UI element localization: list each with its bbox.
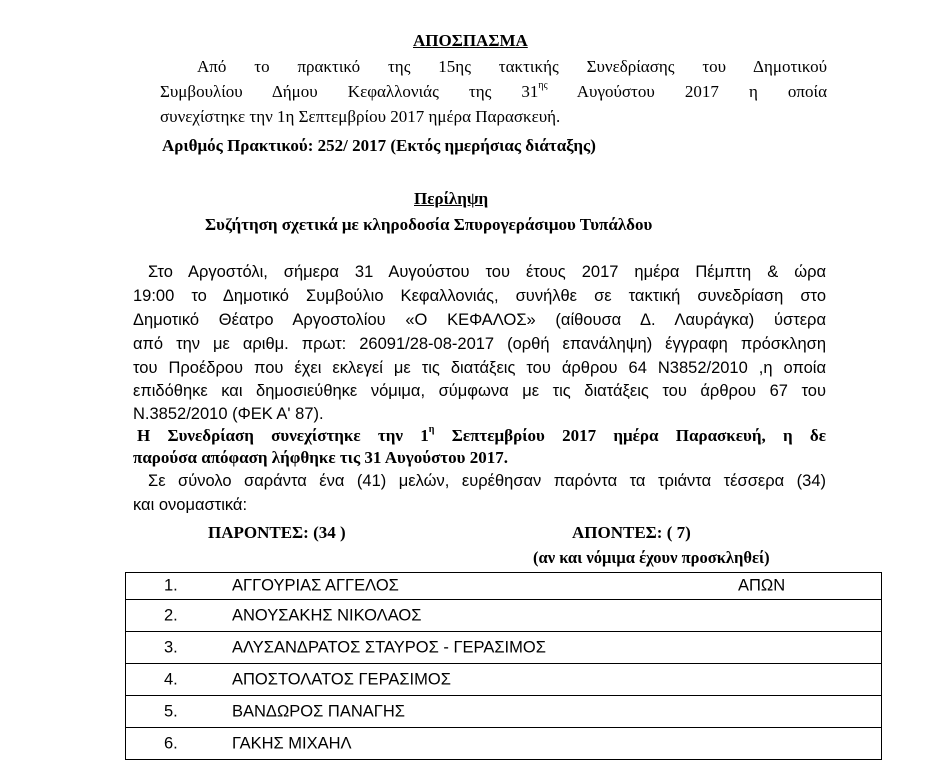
intro-line-2-part-b: Αυγούστου 2017 η οποία xyxy=(576,82,827,101)
member-number: 3. xyxy=(164,638,178,656)
member-cell-content xyxy=(126,573,881,599)
member-cell-content xyxy=(126,728,881,759)
member-number: 2. xyxy=(164,606,178,624)
member-name: ΑΠΟΣΤΟΛΑΤΟΣ ΓΕΡΑΣΙΜΟΣ xyxy=(232,670,451,688)
members-total-line-2: και ονομαστικά: xyxy=(133,496,248,514)
intro-line-2 xyxy=(160,81,827,103)
session-continued-part-b: Σεπτεμβρίου 2017 ημέρα Παρασκευή, η δε xyxy=(451,426,827,445)
member-row xyxy=(126,664,882,696)
summary-title: Περίληψη xyxy=(414,189,489,208)
member-name: ΑΓΓΟΥΡΙΑΣ ΑΓΓΕΛΟΣ xyxy=(232,576,399,595)
session-continued-line-1 xyxy=(137,425,826,447)
present-label: ΠΑΡΟΝΤΕΣ: (34 ) xyxy=(208,523,346,542)
member-status: ΑΠΩΝ xyxy=(738,576,786,595)
body-line-2: 19:00 το Δημοτικό Συμβούλιο Κεφαλλονιάς, συνήλθε σε τακτική συνεδρίαση στο xyxy=(133,287,826,305)
member-row xyxy=(126,696,882,728)
member-name: ΒΑΝΔΩΡΟΣ ΠΑΝΑΓΗΣ xyxy=(232,702,405,720)
member-number: 5. xyxy=(164,702,178,720)
intro-line-3: συνεχίστηκε την 1η Σεπτεμβρίου 2017 ημέρα Παρασκευή. xyxy=(160,107,561,126)
member-name: ΑΝΟΥΣΑΚΗΣ ΝΙΚΟΛΑΟΣ xyxy=(232,606,422,624)
record-number xyxy=(162,135,596,157)
intro-line-2-sup: ης xyxy=(538,80,548,92)
member-cell xyxy=(126,632,882,664)
absent-note: (αν και νόμιμα έχουν προσκληθεί) xyxy=(533,548,770,567)
member-number: 4. xyxy=(164,670,178,688)
session-continued-sup: η xyxy=(428,424,435,436)
body-line-4: από την με αριθμ. πρωτ: 26091/28-08-2017 (ορθή επανάληψη) έγγραφη πρόσκληση xyxy=(133,335,826,353)
member-cell xyxy=(126,573,882,600)
member-number: 1. xyxy=(164,576,178,595)
members-table-body xyxy=(126,573,882,760)
intro-line-1: Από το πρακτικό της 15ης τακτικής Συνεδρίασης του Δημοτικού xyxy=(197,57,827,76)
body-line-1: Στο Αργοστόλι, σήμερα 31 Αυγούστου του έτους 2017 ημέρα Πέμπτη & ώρα xyxy=(148,263,826,281)
member-name: ΑΛΥΣΑΝΔΡΑΤΟΣ ΣΤΑΥΡΟΣ - ΓΕΡΑΣΙΜΟΣ xyxy=(232,638,546,656)
session-continued-line-2: παρούσα απόφαση λήφθηκε τις 31 Αυγούστου 2017. xyxy=(133,448,508,467)
document-heading: ΑΠΟΣΠΑΣΜΑ xyxy=(413,31,528,50)
body-line-3: Δημοτικό Θέατρο Αργοστολίου «Ο ΚΕΦΑΛΟΣ» (αίθουσα Δ. Λαυράγκα) ύστερα xyxy=(133,311,826,329)
session-continued-part-a: Η Συνεδρίαση συνεχίστηκε την 1 xyxy=(137,426,429,445)
body-line-5: του Προέδρου που έχει εκλεγεί με τις διατάξεις του άρθρου 64 Ν3852/2010 ,η οποία xyxy=(133,359,826,377)
body-line-7: Ν.3852/2010 (ΦΕΚ Α' 87). xyxy=(133,405,324,423)
member-number: 6. xyxy=(164,734,178,752)
member-cell-content xyxy=(126,600,881,631)
member-cell-content xyxy=(126,664,881,695)
member-cell xyxy=(126,664,882,696)
absent-label: ΑΠΟΝΤΕΣ: ( 7) xyxy=(572,523,691,542)
member-row xyxy=(126,573,882,600)
body-line-6: επιδόθηκε και δημοσιεύθηκε νόμιμα, σύμφωνα με τις διατάξεις του άρθρου 67 του xyxy=(133,382,826,400)
member-cell xyxy=(126,728,882,760)
member-cell-content xyxy=(126,632,881,663)
member-row xyxy=(126,632,882,664)
members-table xyxy=(125,572,882,760)
record-label: Αριθμός Πρακτικού: xyxy=(162,136,314,155)
member-name: ΓΑΚΗΣ ΜΙΧΑΗΛ xyxy=(232,734,352,752)
member-cell xyxy=(126,696,882,728)
member-cell xyxy=(126,600,882,632)
member-row xyxy=(126,728,882,760)
record-value: 252/ 2017 (Εκτός ημερήσιας διάταξης) xyxy=(317,136,596,155)
intro-line-2-part-a: Συμβουλίου Δήμου Κεφαλλονιάς της 31 xyxy=(160,82,539,101)
member-cell-content xyxy=(126,696,881,727)
summary-subject: Συζήτηση σχετικά με κληροδοσία Σπυρογεράσιμου Τυπάλδου xyxy=(205,215,653,234)
members-total-line-1: Σε σύνολο σαράντα ένα (41) μελών, ευρέθησαν παρόντα τα τριάντα τέσσερα (34) xyxy=(148,472,826,490)
member-row xyxy=(126,600,882,632)
